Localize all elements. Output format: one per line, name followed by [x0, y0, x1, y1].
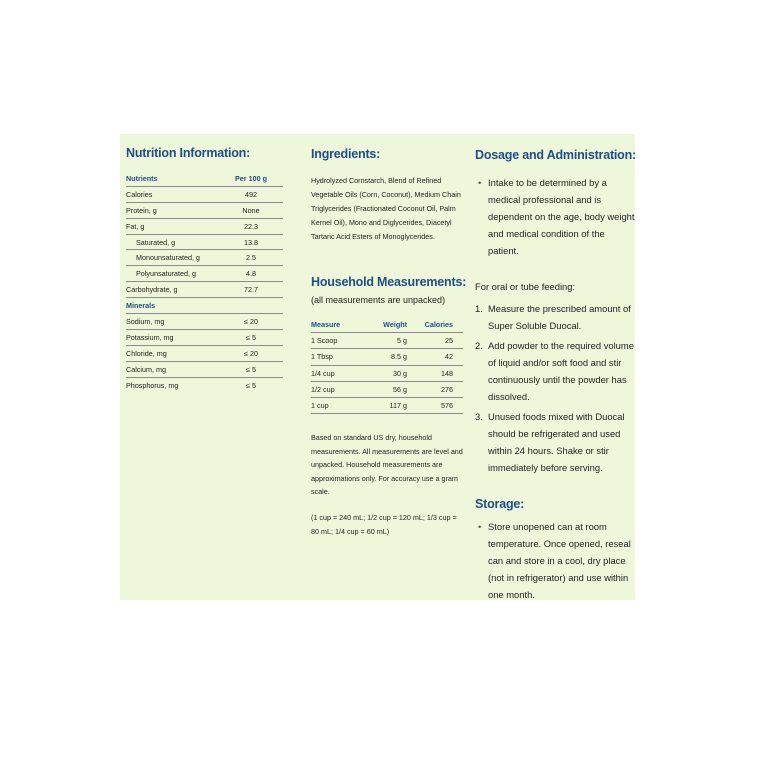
measure-cell: 1 Scoop — [311, 336, 338, 346]
product-info-panel — [120, 134, 635, 600]
bullet-marker: • — [478, 521, 482, 532]
minerals-section-row — [126, 298, 283, 314]
nutrient-name: Carbohydrate, g — [126, 285, 178, 295]
measure-cell: 1 Tbsp — [311, 352, 333, 362]
step-number: 2. — [475, 340, 483, 351]
weight-cell: 56 g — [393, 384, 407, 394]
mineral-value: ≤ 5 — [246, 380, 256, 390]
weight-cell: 8.5 g — [391, 352, 407, 362]
calories-cell: 576 — [441, 400, 453, 410]
table-row — [126, 266, 283, 282]
measure-column-header: Measure — [311, 320, 341, 329]
measurements-note: Based on standard US dry, household measurements. All measurements are level and unpacked. Household measurements are approximations only. For accuracy use a gram scale. — [311, 433, 463, 496]
table-row — [126, 250, 283, 266]
mineral-value: ≤ 5 — [246, 332, 256, 342]
table-row — [126, 187, 283, 203]
measure-cell: 1 cup — [311, 400, 329, 410]
table-row — [126, 235, 283, 251]
nutrient-name: Monounsaturated, g — [136, 253, 200, 263]
mineral-name: Potassium, mg — [126, 332, 174, 342]
ingredients-text: Hydrolyzed Cornstarch, Blend of Refined Vegetable Oils (Corn, Coconut), Medium Chain Triglycerides (Fractionated Coconut Oil, Palm Kernel Oil), Mono and Diglycerides, Diacetyl Tartaric Acid Esters of Monoglycerides. — [311, 176, 461, 241]
nutrient-name: Calories — [126, 189, 153, 199]
household-measurements-subtitle: (all measurements are unpacked) — [311, 295, 446, 305]
nutrition-header-row — [126, 171, 283, 187]
table-row — [126, 314, 283, 330]
nutrient-value: 13.8 — [244, 237, 258, 247]
oral-tube-feeding-label: For oral or tube feeding: — [475, 281, 576, 292]
table-row — [311, 349, 463, 365]
table-row — [126, 330, 283, 346]
mineral-value: ≤ 20 — [244, 348, 258, 358]
nutrient-value: 492 — [245, 189, 257, 199]
nutrient-name: Polyunsaturated, g — [136, 269, 196, 279]
calories-cell: 148 — [441, 368, 453, 378]
table-row — [126, 203, 283, 219]
nutrient-name: Fat, g — [126, 221, 145, 231]
nutrient-value: 72.7 — [244, 285, 258, 295]
dosage-bullet-text: Intake to be determined by a medical professional and is dependent on the age, body weight and medical condition of the patient. — [488, 177, 635, 256]
table-row — [126, 282, 283, 298]
weight-cell: 30 g — [393, 368, 407, 378]
measure-cell: 1/2 cup — [311, 384, 335, 394]
table-row — [126, 346, 283, 362]
table-row — [126, 362, 283, 378]
step-text: Unused foods mixed with Duocal should be refrigerated and used within 24 hours. Shake or stir immediately before serving. — [488, 411, 625, 473]
nutrient-name: Protein, g — [126, 205, 157, 215]
dosage-title: Dosage and Administration: — [475, 148, 637, 162]
table-row — [311, 398, 463, 414]
nutrient-value: None — [242, 205, 260, 215]
calories-column-header: Calories — [424, 320, 453, 329]
mineral-name: Chloride, mg — [126, 348, 167, 358]
table-row — [311, 333, 463, 349]
nutrient-value: 4.8 — [246, 269, 256, 279]
measure-cell: 1/4 cup — [311, 368, 335, 378]
nutrition-table — [126, 171, 283, 393]
ingredients-title: Ingredients: — [311, 147, 381, 161]
measurements-table — [311, 317, 463, 414]
step-text: Add powder to the required volume of liquid and/or soft food and stir continuously until the powder has dissolved. — [488, 340, 634, 402]
per-100g-column-header: Per 100 g — [235, 174, 267, 183]
nutrient-column-header: Nutrients — [126, 174, 158, 183]
table-row — [126, 378, 283, 394]
cup-conversion-note: (1 cup = 240 mL; 1/2 cup = 120 mL; 1/3 cup = 80 mL; 1/4 cup = 60 mL) — [311, 513, 457, 536]
weight-column-header: Weight — [383, 320, 407, 329]
household-measurements-title: Household Measurements: — [311, 275, 467, 289]
calories-cell: 42 — [445, 352, 453, 362]
step-number: 3. — [475, 411, 483, 422]
nutrient-name: Saturated, g — [136, 237, 176, 247]
step-number: 1. — [475, 303, 483, 314]
weight-cell: 117 g — [389, 400, 407, 410]
mineral-name: Sodium, mg — [126, 317, 165, 327]
nutrition-title: Nutrition Information: — [126, 146, 251, 160]
calories-cell: 276 — [441, 384, 453, 394]
bullet-marker: • — [478, 177, 482, 188]
table-row — [311, 382, 463, 398]
storage-text: Store unopened can at room temperature. Once opened, reseal can and store in a cool, dry place (not in refrigerator) and use within one month. — [488, 521, 631, 600]
mineral-value: ≤ 5 — [246, 364, 256, 374]
step-text: Measure the prescribed amount of Super Soluble Duocal. — [488, 303, 631, 331]
table-row — [126, 219, 283, 235]
storage-title: Storage: — [475, 497, 525, 511]
nutrient-value: 2.5 — [246, 253, 256, 263]
mineral-value: ≤ 20 — [244, 317, 258, 327]
calories-cell: 25 — [445, 336, 453, 346]
nutrient-value: 22.3 — [244, 221, 258, 231]
table-row — [311, 366, 463, 382]
weight-cell: 5 g — [397, 336, 407, 346]
minerals-label: Minerals — [126, 301, 156, 311]
measurements-header-row — [311, 317, 463, 333]
mineral-name: Calcium, mg — [126, 364, 166, 374]
mineral-name: Phosphorus, mg — [126, 380, 179, 390]
